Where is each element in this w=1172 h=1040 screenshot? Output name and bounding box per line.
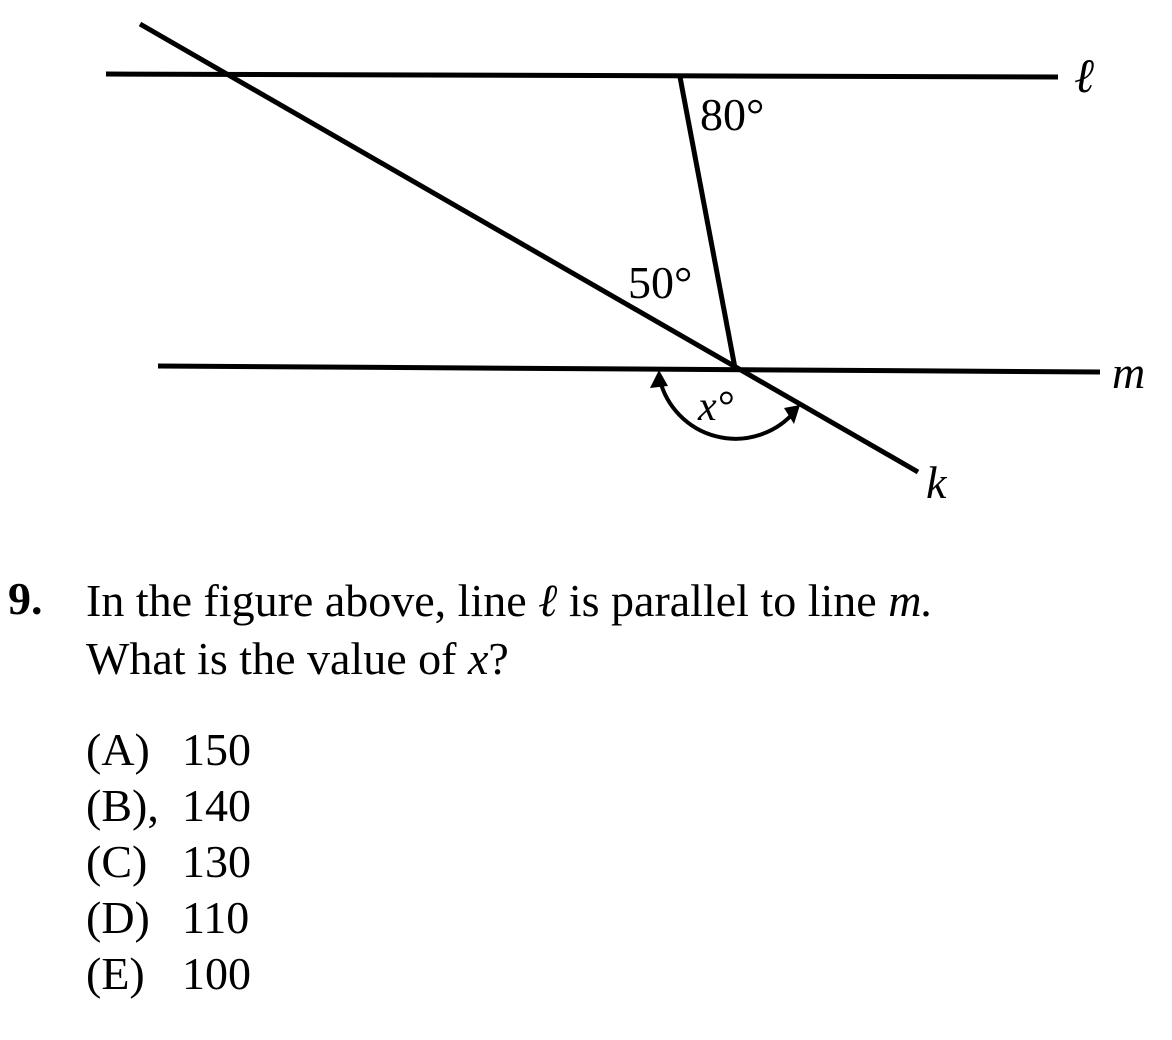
- choice-label: (A): [86, 724, 150, 775]
- choice-a[interactable]: [86, 722, 251, 778]
- angle-50-label: 50°: [628, 257, 693, 308]
- arc-arrowhead-left: [650, 370, 668, 388]
- choice-e[interactable]: [86, 946, 251, 1002]
- line-l-label: ℓ: [1074, 50, 1094, 103]
- question-line2-part-a: What is the value of: [86, 633, 457, 684]
- line-k: [140, 24, 918, 472]
- angle-80-label: 80°: [700, 89, 765, 140]
- answer-choices: [86, 722, 251, 1002]
- question-mark: ?: [488, 633, 509, 684]
- question-line1-part-a: In the figure above, line: [86, 575, 527, 626]
- angle-x-label: x°: [698, 384, 734, 430]
- choice-label: (D): [86, 892, 150, 943]
- line-l-reference: ℓ: [538, 575, 558, 626]
- choice-b[interactable]: [86, 778, 251, 834]
- choice-d[interactable]: [86, 890, 251, 946]
- line-l: [106, 74, 1058, 77]
- question-line1-part-b: is parallel to line: [568, 575, 877, 626]
- choice-value: 110: [182, 892, 250, 943]
- choice-label: (B),: [86, 780, 159, 831]
- choice-value: 100: [182, 948, 251, 999]
- question-text: [86, 572, 1146, 688]
- choice-value: 140: [182, 780, 251, 831]
- line-m-label: m: [1112, 347, 1146, 398]
- choice-value: 150: [182, 724, 251, 775]
- choice-c[interactable]: [86, 834, 251, 890]
- line-m-reference: m.: [888, 575, 933, 626]
- question-line-1: [86, 572, 1146, 630]
- choice-label: (C): [86, 836, 148, 887]
- question-number: 9.: [8, 573, 43, 624]
- line-k-label: k: [926, 457, 947, 508]
- choice-value: 130: [182, 836, 251, 887]
- variable-x-reference: x: [467, 633, 489, 684]
- line-m: [158, 366, 1100, 372]
- question-line-2: [86, 630, 1146, 688]
- choice-label: (E): [86, 948, 145, 999]
